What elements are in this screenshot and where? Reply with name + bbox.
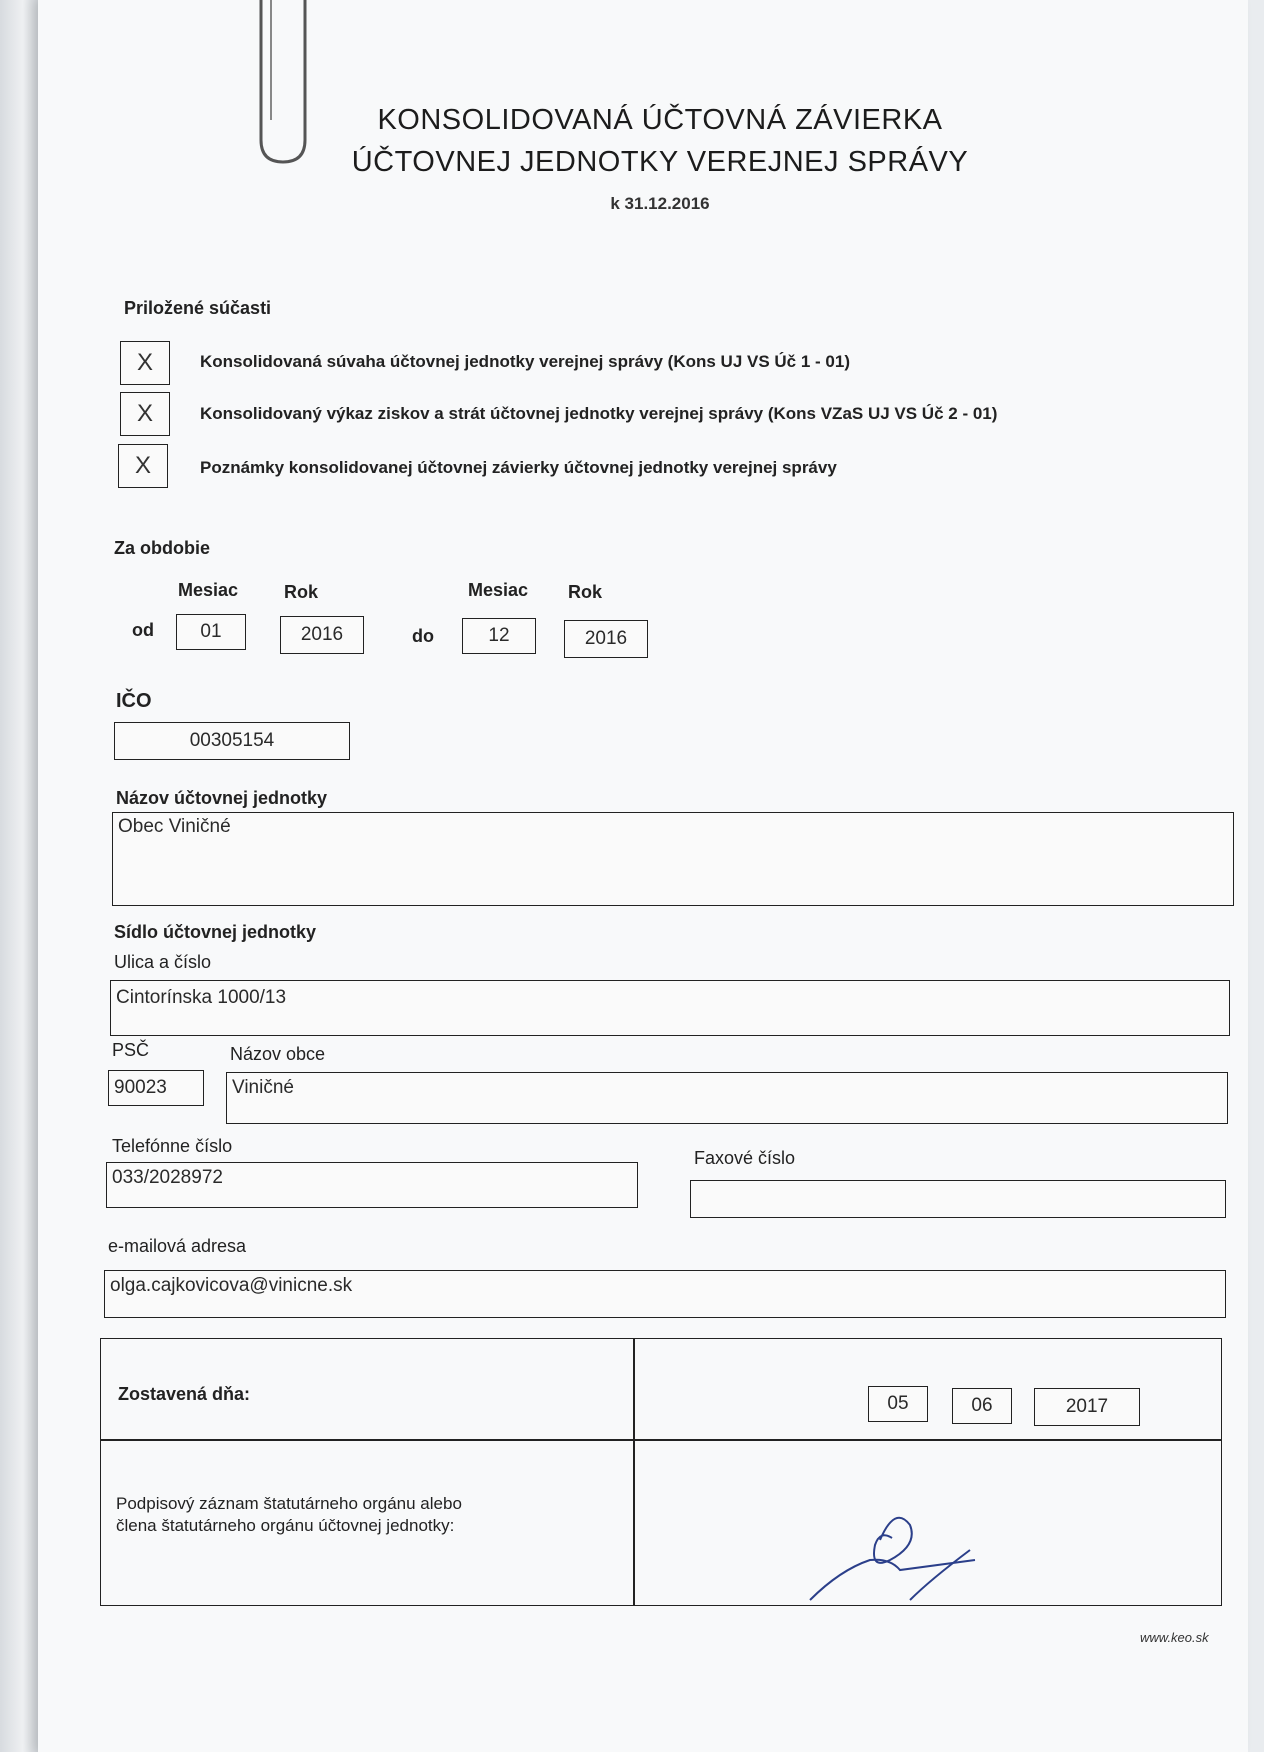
attachment-label-3: Poznámky konsolidovanej účtovnej závierky účtovnej jednotky verejnej správy: [200, 458, 837, 477]
attachment-label-1: Konsolidovaná súvaha účtovnej jednotky verejnej správy (Kons UJ VS Úč 1 - 01): [200, 352, 850, 371]
to-year-field[interactable]: 2016: [564, 620, 648, 658]
attachments-heading: Priložené súčasti: [124, 298, 272, 318]
from-month-label: Mesiac: [178, 580, 239, 600]
email-field[interactable]: olga.cajkovicova@vinicne.sk: [104, 1270, 1226, 1318]
city-label: Názov obce: [230, 1044, 326, 1064]
compiled-day-field[interactable]: 05: [868, 1386, 928, 1422]
psc-field[interactable]: 90023: [108, 1070, 204, 1106]
from-label: od: [132, 620, 154, 640]
entity-name-field[interactable]: Obec Viničné: [112, 812, 1234, 906]
attachment-checkbox-3[interactable]: [118, 444, 168, 488]
fax-label: Faxové číslo: [694, 1148, 796, 1168]
ico-label: IČO: [116, 690, 152, 712]
from-month-field[interactable]: 01: [176, 614, 246, 650]
entity-name-label: Názov účtovnej jednotky: [116, 788, 328, 808]
compiled-label: Zostavená dňa:: [118, 1384, 251, 1404]
ico-field[interactable]: 00305154: [114, 722, 350, 760]
x-mark-icon: X: [136, 349, 153, 376]
phone-label: Telefónne číslo: [112, 1136, 233, 1156]
from-year-label: Rok: [284, 582, 319, 602]
from-year-field[interactable]: 2016: [280, 616, 364, 654]
attachment-checkbox-1[interactable]: [120, 341, 170, 385]
x-mark-icon: X: [136, 400, 153, 427]
psc-label: PSČ: [112, 1040, 150, 1060]
fax-field[interactable]: [690, 1180, 1226, 1218]
paper-clip-icon: [255, 0, 311, 168]
street-field[interactable]: Cintorínska 1000/13: [110, 980, 1230, 1036]
report-date: k 31.12.2016: [610, 194, 710, 213]
signature-label-line-2: člena štatutárneho orgánu účtovnej jednotky:: [116, 1516, 455, 1535]
compiled-year-field[interactable]: 2017: [1034, 1388, 1140, 1426]
phone-field[interactable]: 033/2028972: [106, 1162, 638, 1208]
title-line-2: ÚČTOVNEJ JEDNOTKY VEREJNEJ SPRÁVY: [351, 146, 969, 178]
compiled-month-field[interactable]: 06: [952, 1388, 1012, 1424]
sleeve-edge: [0, 0, 38, 1752]
attachment-label-2: Konsolidovaný výkaz ziskov a strát účtovnej jednotky verejnej správy (Kons VZaS UJ VS Úč 2 - 01): [200, 404, 998, 423]
table-divider-horizontal: [101, 1439, 1221, 1441]
city-field[interactable]: Viničné: [226, 1072, 1228, 1124]
street-label: Ulica a číslo: [114, 952, 212, 972]
x-mark-icon: X: [134, 452, 151, 479]
table-divider-vertical: [633, 1339, 635, 1605]
address-heading: Sídlo účtovnej jednotky: [114, 922, 317, 942]
title-line-1: KONSOLIDOVANÁ ÚČTOVNÁ ZÁVIERKA: [377, 104, 943, 136]
to-month-label: Mesiac: [468, 580, 529, 600]
to-label: do: [412, 626, 434, 646]
footer-website: www.keo.sk: [1140, 1630, 1209, 1645]
period-heading: Za obdobie: [114, 538, 210, 558]
to-year-label: Rok: [568, 582, 603, 602]
attachment-checkbox-2[interactable]: [120, 392, 170, 436]
to-month-field[interactable]: 12: [462, 618, 536, 654]
signature-label-line-1: Podpisový záznam štatutárneho orgánu alebo: [116, 1494, 462, 1513]
signature-table: [100, 1338, 1222, 1606]
email-label: e-mailová adresa: [108, 1236, 247, 1256]
signature-scribble: [800, 1500, 980, 1620]
